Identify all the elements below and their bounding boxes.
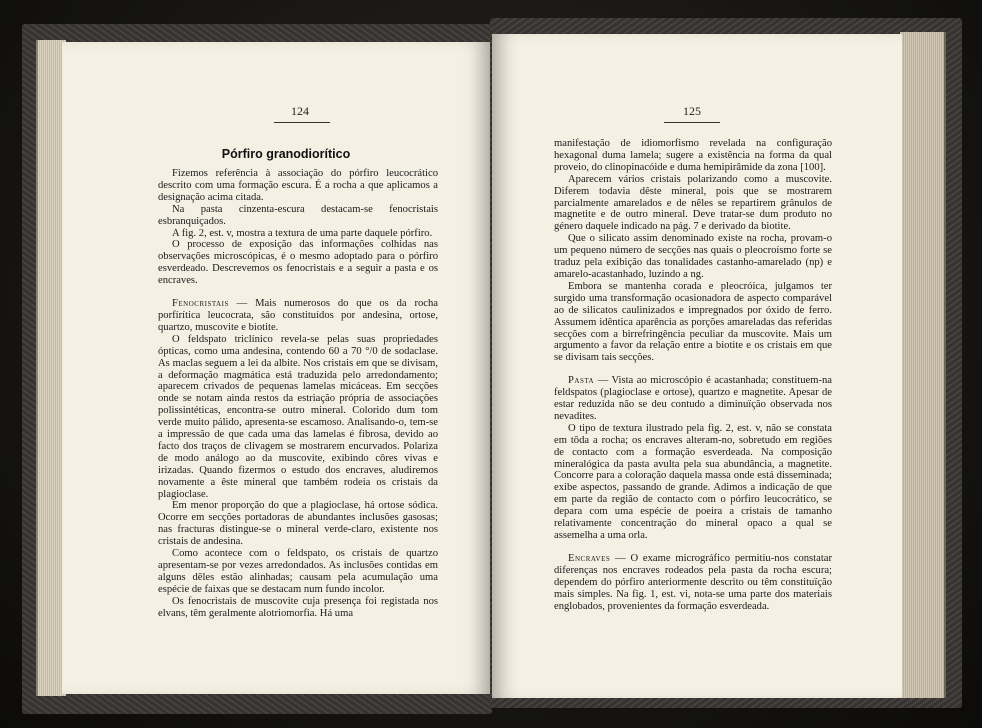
right-page [492, 34, 902, 698]
page-number-left: 124 [291, 104, 309, 118]
paragraph-text: — Vista ao microscópio é acastanhada; constituem-na feldspatos (plagioclase e ortose), quartzo e magnetite. Apesar de estar reduzida não se deu contudo a diminuïção observada nos nevadites. [554, 375, 832, 422]
paragraph: Embora se mantenha corada e pleocróica, julgamos ter surgido uma transformação ocasionadora de aspecto comparável ao de silicatos caulinizados e impregnados por óxido de ferro. Assumem idêntica aparência as porções amareladas das referidas secções com a birrefringência peculiar da muscovite. Mais um argumento a favor da relação entre a biotite e os cristais em que se divisam tais secções. [554, 280, 832, 364]
paragraph: A fig. 2, est. v, mostra a textura de uma parte daquele pórfiro. [172, 227, 433, 239]
left-body [158, 168, 438, 620]
subheading-encraves: Encraves [568, 552, 611, 564]
subheading-pasta: Pasta [568, 375, 595, 387]
paragraph-text: — O exame micrográfico permitiu-nos constatar diferenças nos encraves rodeados pela pasta da rocha escura; dependem do pórfiro anteriormente descrito ou têm constituïção mais simples. Na fig. 1, est. vi, nota-se uma parte dos materiais englobados, provenientes da formação esverdeada. [554, 552, 832, 612]
left-page [62, 42, 490, 694]
page-number-rule [664, 122, 720, 123]
paragraph: Fizemos referência à associação do pórfiro leucocrático descrito com uma formação escura. É a rocha a que aplicamos a designação acima citada. [158, 168, 438, 203]
paragraph: O feldspato triclínico revela-se pelas suas propriedades ópticas, como uma andesina, contendo 60 a 70 °/0 de sodaclase. As maclas seguem a lei da albite. Nos cristais em que se divisam, a deformação magmática está traduzida pelo arredondamento; aparecem crivados de pequenas lamelas micáceas. Em secções onde se notam ainda restos da estriação própria de associações polissintéticas, encontra-se outro mineral. Colorido dum tom verde muito pálido, apresenta-se escamoso. Analisando-o, tem-se a impressão de que cada uma das lamelas é fibrosa, devido ao facto dos traços de clivagem se mostrarem encurvados. Polariza de modo análogo ao da muscovite, exibindo côres vivas e irizadas. Quando fizermos o estudo dos encraves, aludiremos novamente a êste mineral que também rodeia os cristais da plagioclase. [158, 333, 438, 500]
paragraph: manifestação de idiomorfismo revelada na configuração hexagonal duma lamela; sugere a existência na forma da qual proveio, do clinopinacóide e duma hemipirâmide da zona [100]. [554, 138, 832, 173]
paragraph: Aparecem vários cristais polarizando como a muscovite. Diferem todavia dêste mineral, pois que se mostrarem parcialmente amarelados e de nêles se repartirem grânulos de magnetite e de outro mineral. Deve tratar-se dum produto no género daquele indicado na pág. 7 e derivado da biotite. [554, 173, 832, 233]
paragraph-fenocristais [158, 298, 438, 334]
section-title: Pórfiro granodiorítico [221, 147, 351, 161]
paragraph: O processo de exposição das informações colhidas nas observações microscópicas, é o mesmo adoptado para o pórfiro esverdeado. Descrevemos os fenocristais e a seguir a pasta e os encraves. [158, 239, 438, 287]
paragraph: Na pasta cinzenta-escura destacam-se fenocristais esbranquiçados. [158, 203, 438, 227]
paragraph-pasta [554, 375, 832, 423]
paragraph: Como acontece com o feldspato, os cristais de quartzo apresentam-se por vezes arredondados. As inclusões contidas em alguns dêles estão alinhadas; causam pela acumulação uma espécie de faixas que se destacam num fundo incolor. [158, 548, 438, 595]
page-number-rule [274, 122, 330, 123]
paragraph-encraves [554, 553, 832, 613]
paragraph: Os fenocristais de muscovite cuja presença foi registada nos elvans, têm geralmente alotriomorfia. Há uma [158, 595, 438, 619]
paragraph: O tipo de textura ilustrado pela fig. 2, est. v, não se constata em tôda a rocha; os encraves alteram-no, sobretudo em regiões de contacto com a formação esverdeada. Na composição mineralógica da pasta avulta pela sua abundância, a magnetite. Concorre para a coloração daquela massa onde está disseminada; exibe aspectos, passando de grande. Adimos a indicação de que em parte da região de contacto com o pórfiro leucocrático, se depara com uma espécie de poeira a cristais de tamanho relativamente concentração do mineral opaco a qual se assemelha a uma orla. [554, 422, 832, 541]
paragraph-text: — Mais numerosos do que os da rocha porfírítica leucocrata, são constituídos por andesina, ortose, quartzo, muscovite e biotite. [158, 298, 438, 333]
right-page-edges [900, 32, 946, 698]
subheading-fenocristais: Fenocristais [172, 298, 229, 310]
page-number-right: 125 [683, 104, 701, 118]
right-body [554, 138, 832, 612]
paragraph: Que o silicato assim denominado existe na rocha, provam-o um pequeno número de secções nas quais o pleocroísmo forte se traduz pela exibição das tonalidades castanho-amarelado (np) e amarelo-acastanhado, luzindo a ng. [554, 233, 832, 280]
paragraph: Em menor proporção do que a plagioclase, há ortose sódica. Ocorre em secções portadoras de abundantes inclusões gasosas; nas fracturas distingue-se o mineral verde-claro, existente nos cristais de andesina. [158, 500, 438, 548]
